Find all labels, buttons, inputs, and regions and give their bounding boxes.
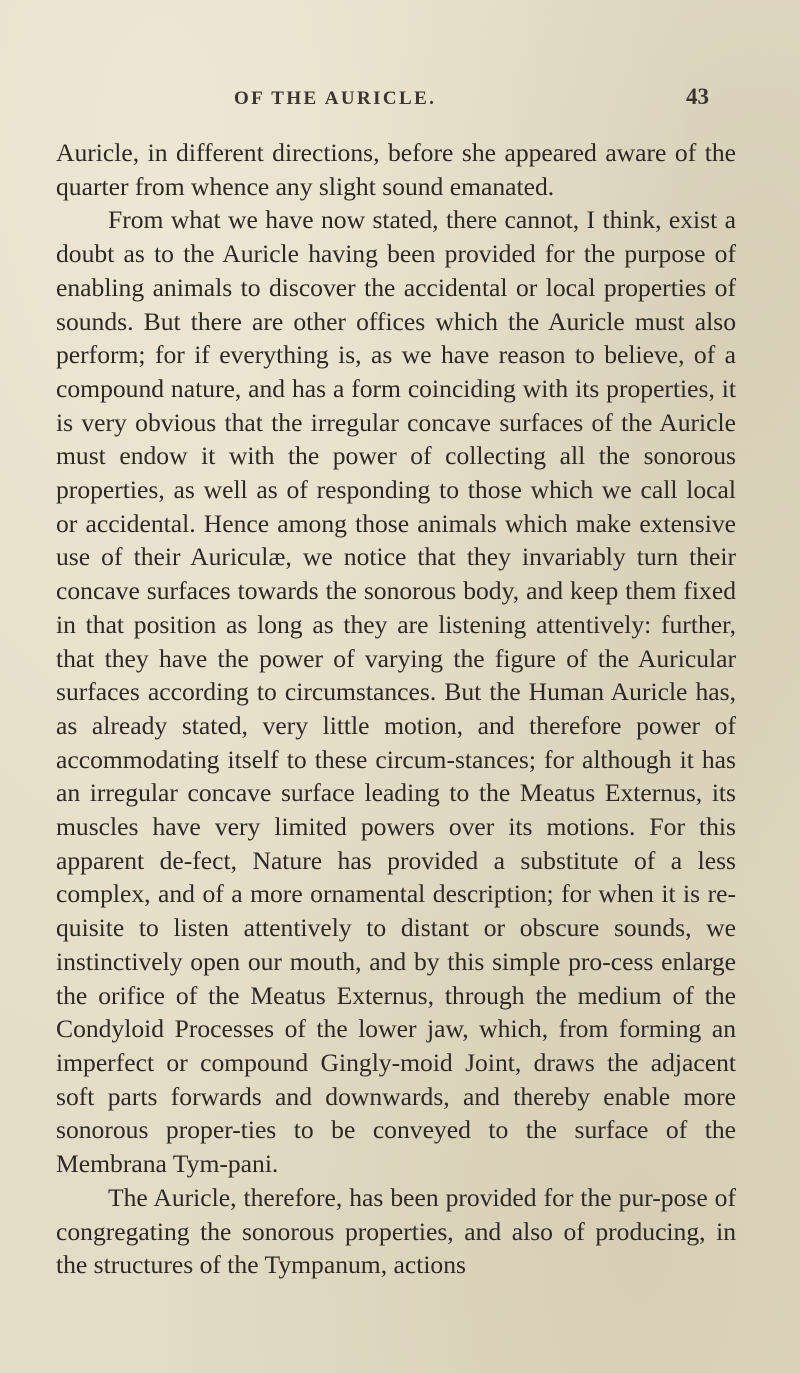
page-header — [0, 84, 800, 118]
paragraph-1: Auricle, in different directions, before she appeared aware of the quarter from whence any slight sound emanated. — [56, 138, 736, 201]
body-text — [56, 136, 736, 1282]
paragraph-2: From what we have now stated, there cannot, I think, exist a doubt as to the Auricle having been provided for the purpose of enabling animals to discover the accidental or local properties of sounds. But there are other offices which the Auricle must also perform; for if everything is, as we have reason to believe, of a compound nature, and has a form coinciding with its properties, it is very obvious that the irregular concave surfaces of the Auricle must endow it with the power of collecting all the sonorous properties, as well as of responding to those which we call local or accidental. Hence among those animals which make extensive use of their Auriculæ, we notice that they invariably turn their concave surfaces towards the sonorous body, and keep them fixed in that position as long as they are listening attentively: further, that they have the power of varying the figure of the Auricular surfaces according to circumstances. But the Human Auricle has, as already stated, very little motion, and therefore power of accommodating itself to these circum-stances; for although it has an irregular concave surface leading to the Meatus Externus, its muscles have very limited powers over its motions. For this apparent de-fect, Nature has provided a substitute of a less complex, and of a more ornamental description; for when it is re-quisite to listen attentively to distant or obscure sounds, we instinctively open our mouth, and by this simple pro-cess enlarge the orifice of the Meatus Externus, through the medium of the Condyloid Processes of the lower jaw, which, from forming an imperfect or compound Gingly-moid Joint, draws the adjacent soft parts forwards and downwards, and thereby enable more sonorous proper-ties to be conveyed to the surface of the Membrana Tym-pani. — [56, 205, 736, 1179]
page-number: 43 — [686, 84, 709, 109]
running-head: OF THE AURICLE. — [234, 88, 437, 109]
paragraph-3: The Auricle, therefore, has been provided for the pur-pose of congregating the sonorous properties, and also of producing, in the structures of the Tympanum, actions — [56, 1182, 736, 1280]
